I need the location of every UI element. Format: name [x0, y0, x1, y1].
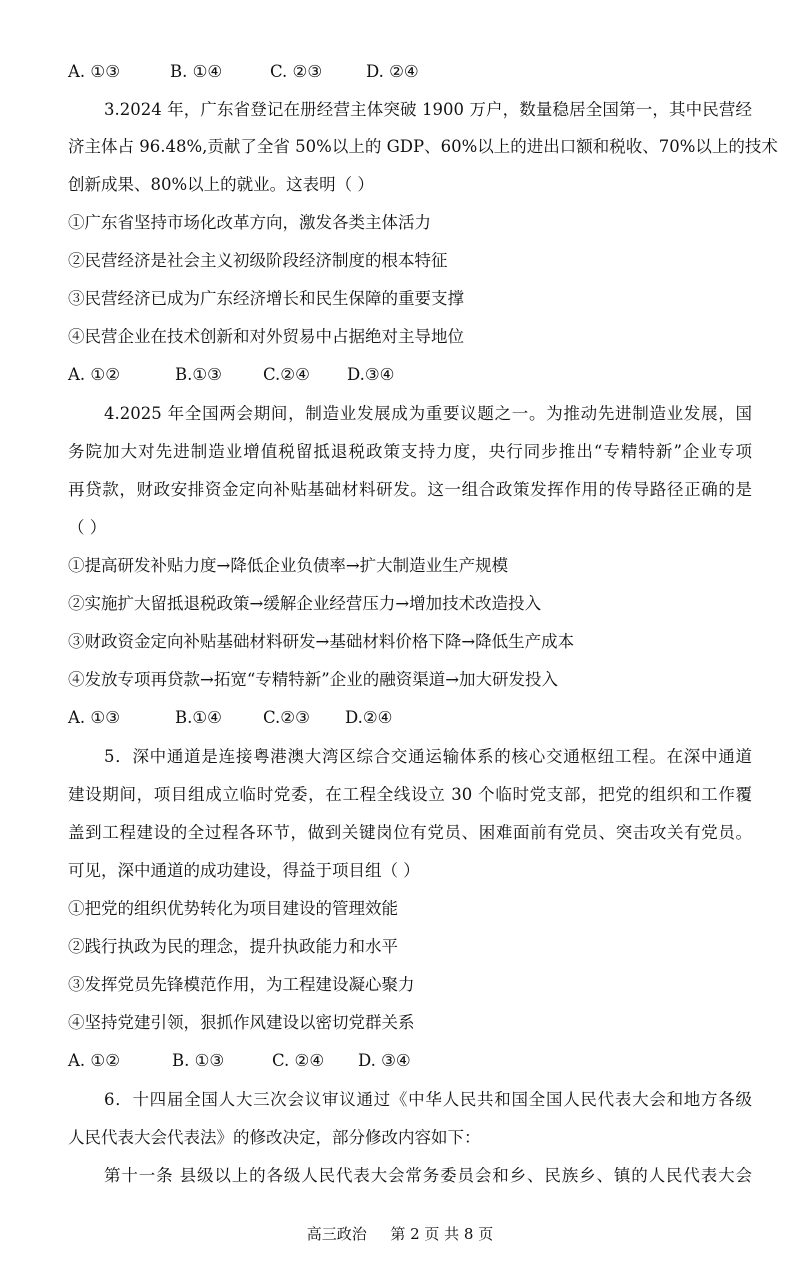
q5-item-4: ④坚持党建引领，狠抓作风建设以密切党群关系: [68, 1013, 415, 1032]
q3-option-a: A. ①②: [68, 365, 120, 384]
q4-option-b: B.①④: [175, 708, 222, 727]
q4-option-c: C.②③: [263, 708, 310, 727]
q3-option-d: D.③④: [347, 365, 395, 384]
q5-option-d: D. ③④: [358, 1051, 411, 1070]
q5-option-c: C. ②④: [272, 1051, 325, 1070]
q5-stem-line-1: 5．深中通道是连接粤港澳大湾区综合交通运输体系的核心交通枢纽工程。在深中通道: [104, 747, 752, 766]
q3-stem-line-3: 创新成果、80%以上的就业。这表明（ ）: [68, 175, 374, 194]
q3-stem-line-1: 3.2024 年，广东省登记在册经营主体突破 1900 万户，数量稳居全国第一，其中民营经: [104, 100, 752, 119]
q2-option-d: D. ②④: [366, 62, 419, 81]
q3-item-3: ③民营经济已成为广东经济增长和民生保障的重要支撑: [68, 289, 464, 308]
q5-option-a: A. ①②: [68, 1051, 120, 1070]
q4-option-d: D.②④: [345, 708, 393, 727]
q4-options: [68, 707, 752, 729]
page-footer: [0, 1224, 800, 1244]
q3-option-c: C.②④: [263, 365, 310, 384]
footer-page-number: 第 2 页 共 8 页: [390, 1225, 494, 1243]
q2-options: [68, 61, 752, 83]
q2-option-b: B. ①④: [170, 62, 223, 81]
q5-stem-line-4: 可见，深中通道的成功建设，得益于项目组（ ）: [68, 861, 420, 880]
q5-item-1: ①把党的组织优势转化为项目建设的管理效能: [68, 899, 398, 918]
q5-stem-line-3: 盖到工程建设的全过程各环节，做到关键岗位有党员、困难面前有党员、突击攻关有党员。: [68, 823, 752, 842]
q4-stem-line-1: 4.2025 年全国两会期间，制造业发展成为重要议题之一。为推动先进制造业发展，国: [104, 404, 752, 423]
q6-article-line: 第十一条 县级以上的各级人民代表大会常务委员会和乡、民族乡、镇的人民代表大会: [104, 1166, 752, 1185]
q4-item-4: ④发放专项再贷款→拓宽“专精特新”企业的融资渠道→加大研发投入: [68, 670, 559, 689]
q2-option-a: A. ①③: [68, 62, 120, 81]
q3-option-b: B.①③: [175, 365, 222, 384]
q4-stem-line-4: （ ）: [68, 518, 107, 537]
q6-stem-line-1: 6．十四届全国人大三次会议审议通过《中华人民共和国全国人民代表大会和地方各级: [104, 1090, 752, 1109]
q5-item-2: ②践行执政为民的理念，提升执政能力和水平: [68, 937, 398, 956]
q6-stem-line-2: 人民代表大会代表法》的修改决定，部分修改内容如下：: [68, 1128, 481, 1147]
q3-item-1: ①广东省坚持市场化改革方向，激发各类主体活力: [68, 213, 431, 232]
q2-option-c: C. ②③: [270, 62, 323, 81]
q5-options: [68, 1050, 752, 1072]
q5-option-b: B. ①③: [172, 1051, 225, 1070]
q3-item-2: ②民营经济是社会主义初级阶段经济制度的根本特征: [68, 251, 448, 270]
q4-item-1: ①提高研发补贴力度→降低企业负债率→扩大制造业生产规模: [68, 556, 509, 575]
q5-item-3: ③发挥党员先锋模范作用，为工程建设凝心聚力: [68, 975, 415, 994]
q4-stem-line-2: 务院加大对先进制造业增值税留抵退税政策支持力度，央行同步推出“专精特新”企业专项: [68, 442, 752, 461]
footer-subject: 高三政治: [306, 1225, 367, 1243]
q3-options: [68, 364, 752, 386]
q5-stem-line-2: 建设期间，项目组成立临时党委，在工程全线设立 30 个临时党支部，把党的组织和工作覆: [68, 785, 752, 804]
q4-item-3: ③财政资金定向补贴基础材料研发→基础材料价格下降→降低生产成本: [68, 632, 575, 651]
q3-stem-line-2: 济主体占 96.48%,贡献了全省 50%以上的 GDP、60%以上的进出口额和税收、70%以上的技术: [68, 137, 778, 156]
q4-item-2: ②实施扩大留抵退税政策→缓解企业经营压力→增加技术改造投入: [68, 594, 542, 613]
q4-option-a: A. ①③: [68, 708, 120, 727]
q3-item-4: ④民营企业在技术创新和对外贸易中占据绝对主导地位: [68, 327, 464, 346]
q4-stem-line-3: 再贷款，财政安排资金定向补贴基础材料研发。这一组合政策发挥作用的传导路径正确的是: [68, 480, 752, 499]
